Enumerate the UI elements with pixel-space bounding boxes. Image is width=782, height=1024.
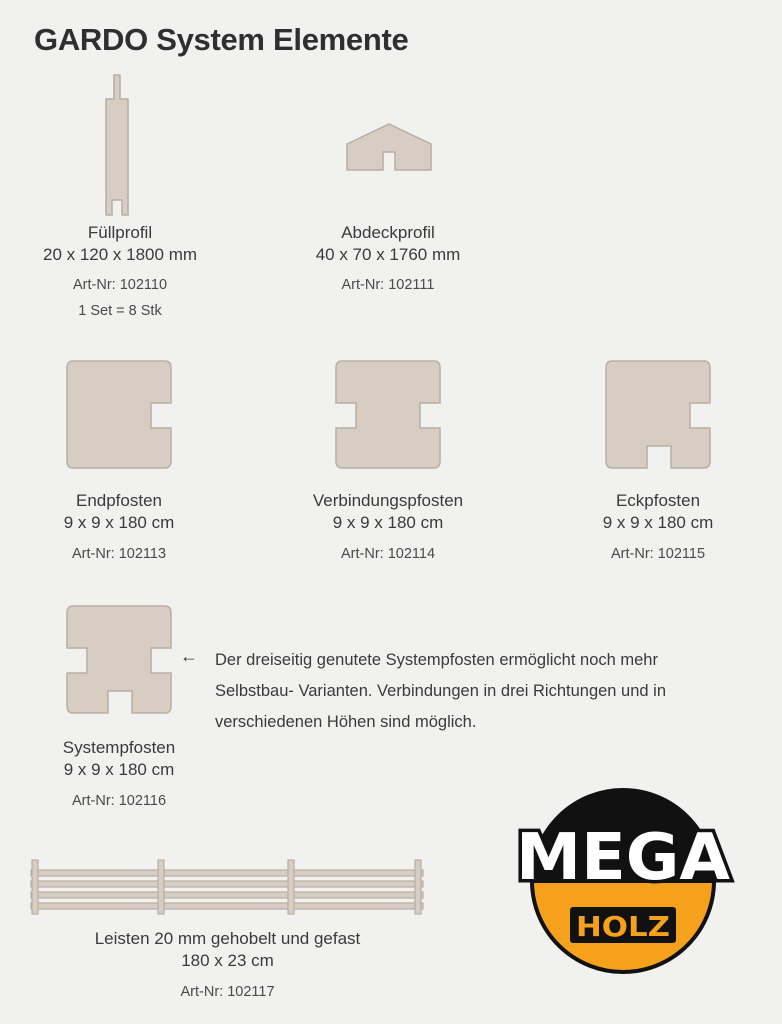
- item-article-number: Art-Nr: 102116: [71, 793, 167, 809]
- systempfosten-shape: [65, 605, 173, 715]
- eckpfosten-shape: [604, 360, 712, 470]
- abdeckprofil-shape: [345, 122, 433, 174]
- item-dimensions: 9 x 9 x 180 cm: [602, 513, 714, 532]
- note-line: verschiedenen Höhen sind möglich.: [215, 713, 477, 731]
- item-name: Leisten 20 mm gehobelt und gefast: [94, 929, 361, 948]
- item-endpfosten: [19, 490, 219, 564]
- mega-holz-logo: [508, 785, 738, 975]
- item-dimensions: 9 x 9 x 180 cm: [63, 760, 175, 779]
- note-line: Selbstbau- Varianten. Verbindungen in drei Richtungen und in: [215, 682, 667, 700]
- item-dimensions: 20 x 120 x 1800 mm: [42, 245, 198, 264]
- item-eckpfosten: [558, 490, 758, 564]
- arrow-left-icon: ←: [180, 646, 198, 666]
- item-article-number: Art-Nr: 102113: [71, 546, 167, 562]
- item-verbindungspfosten: [288, 490, 488, 564]
- item-article-number: Art-Nr: 102117: [180, 984, 275, 1000]
- item-dimensions: 9 x 9 x 180 cm: [332, 513, 444, 532]
- endpfosten-shape: [65, 360, 173, 470]
- item-name: Systempfosten: [62, 738, 176, 757]
- item-name: Verbindungspfosten: [312, 491, 464, 510]
- item-name: Endpfosten: [75, 491, 162, 510]
- item-article-number: Art-Nr: 102111: [341, 277, 435, 293]
- logo-mega-text: MEGA: [516, 821, 731, 895]
- item-dimensions: 180 x 23 cm: [181, 951, 274, 970]
- item-abdeckprofil: [288, 222, 488, 295]
- item-article-number: Art-Nr: 102114: [340, 546, 436, 562]
- systempfosten-note: [215, 645, 770, 738]
- leisten-rails-shape: [30, 858, 425, 916]
- logo-holz-text: HOLZ: [576, 910, 670, 943]
- item-set-info: 1 Set = 8 Stk: [78, 303, 162, 319]
- item-dimensions: 9 x 9 x 180 cm: [63, 513, 175, 532]
- item-leisten: [40, 928, 415, 1002]
- item-name: Eckpfosten: [615, 491, 701, 510]
- item-name: Abdeckprofil: [341, 223, 435, 242]
- note-line: Der dreiseitig genutete Systempfosten ermöglicht noch mehr: [215, 651, 658, 669]
- item-fuellprofil: [20, 222, 220, 321]
- item-dimensions: 40 x 70 x 1760 mm: [315, 245, 461, 264]
- verbindungspfosten-shape: [334, 360, 442, 470]
- item-article-number: Art-Nr: 102110: [72, 277, 168, 293]
- fuellprofil-shape: [100, 75, 132, 220]
- page-title: GARDO System Elemente: [34, 22, 409, 57]
- item-systempfosten: [19, 737, 219, 811]
- item-article-number: Art-Nr: 102115: [610, 546, 706, 562]
- item-name: Füllprofil: [87, 223, 153, 242]
